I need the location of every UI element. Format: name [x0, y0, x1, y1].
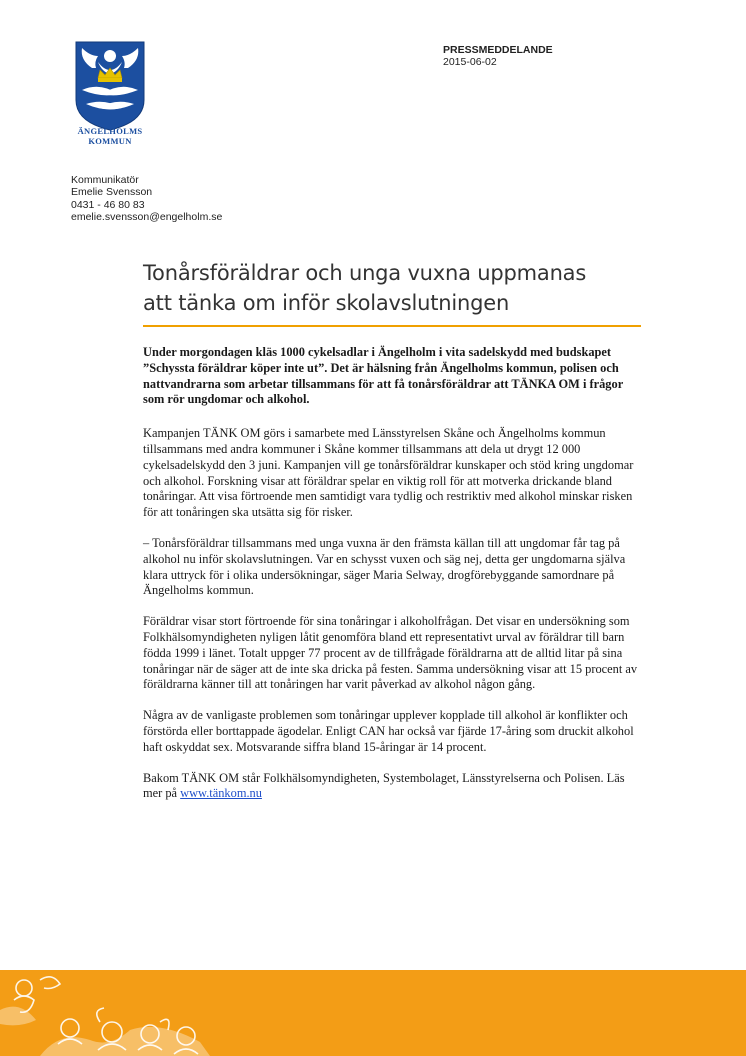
- contact-block: [71, 174, 222, 224]
- body-paragraph-2: – Tonårsföräldrar tillsammans med unga vuxna är den främsta källan till att ungdomar får tag på alkohol nu inför skolavslutningen. Var en schysst vuxen och säg nej, detta ger ungdomarna själva klara uttryck för i olika undersökningar, säger Maria Selway, drogförebyggande samordnare på Ängelholms kommun.: [143, 535, 626, 598]
- org-name-line2: KOMMUN: [88, 136, 132, 146]
- body-paragraph-4: Några av de vanligaste problemen som tonåringar upplever kopplade till alkohol är konflikter och förstörda eller borttappade ägodelar. Enligt CAN har också var fjärde 17-åring som druckit alkohol haft oskyddat sex. Motsvarande siffra bland 15-åringar är 14 procent.: [143, 708, 634, 754]
- contact-name: Emelie Svensson: [71, 186, 153, 199]
- body-paragraph-5: [143, 771, 641, 803]
- body-paragraph-1: Kampanjen TÄNK OM görs i samarbete med Länsstyrelsen Skåne och Ängelholms kommun tillsammans med andra kommuner i Skåne kommer tillsammans att dela ut drygt 12 000 cykelsadelskydd den 3 juni. Kampanjen vill ge tonårsföräldrar kunskaper och stöd kring ungdomar och alkohol. Forskning visar att föräldrar spelar en viktig roll för att motverka drickande bland tonåringar. Att visa förtroende men samtidigt vara tydlig och restriktiv med alkohol minskar risken för att tonåringen ska utsätta sig för risker.: [143, 426, 634, 520]
- contact-email: emelie.svensson@engelholm.se: [71, 211, 223, 224]
- press-date: 2015-06-02: [443, 56, 497, 68]
- angel-figures-decoration: [0, 970, 746, 1056]
- body-paragraph-3: Föräldrar visar stort förtroende för sina tonåringar i alkoholfrågan. Det visar en undersökning som Folkhälsomyndigheten nyligen låtit genomföra bland ett representativt urval av föräldrar till barn födda 1999 i länet. Totalt uppger 77 procent av de tillfrågade föräldrarna att de alltid litar på sina tonåringar när de säger att de inte ska dricka på festen. Samma undersökning visar att 15 procent av föräldrarna känner till att tonåringen har varit påverkad av alkohol någon gång.: [143, 614, 638, 692]
- contact-phone: 0431 - 46 80 83: [71, 198, 145, 211]
- closing-text: Bakom TÄNK OM står Folkhälsomyndigheten, Systembolaget, Länsstyrelserna och Polisen. Läs mer på: [143, 770, 625, 801]
- title-line1: Tonårsföräldrar och unga vuxna uppmanas: [143, 261, 587, 285]
- org-name: [60, 126, 160, 146]
- title-line2: att tänka om inför skolavslutningen: [143, 291, 510, 315]
- lead-paragraph: Under morgondagen kläs 1000 cykelsadlar i Ängelholm i vita sadelskydd med budskapet ”Schyssta föräldrar köper inte ut”. Det är hälsning från Ängelholms kommun, polisen och nattvandrarna som arbetar tillsammans för att få tonårsföräldrar att TÄNKA OM i frågor som rör ungdomar och alkohol.: [143, 345, 623, 407]
- press-label: PRESSMEDDELANDE: [443, 44, 553, 56]
- website-link[interactable]: www.tänkom.nu: [180, 786, 262, 801]
- org-name-line1: ÄNGELHOLMS: [77, 126, 143, 136]
- article-body: [143, 345, 641, 817]
- title-divider: [143, 325, 641, 327]
- page-title: [143, 258, 643, 318]
- footer-band: [0, 970, 746, 1056]
- contact-role: Kommunikatör: [71, 174, 139, 186]
- press-header: [443, 44, 553, 68]
